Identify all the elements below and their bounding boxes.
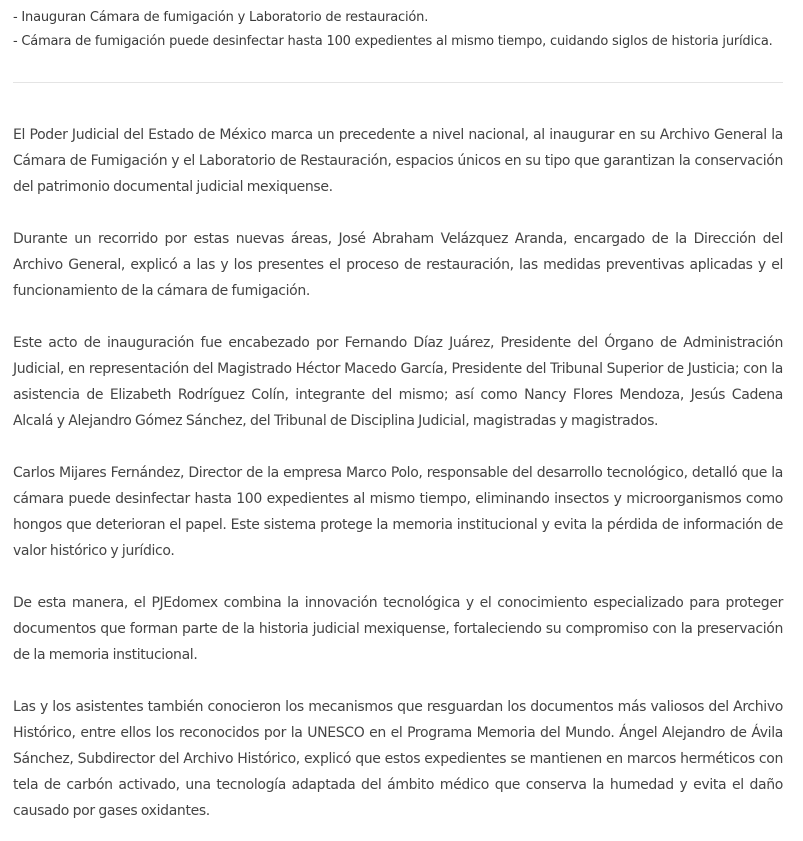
article-paragraph: El Poder Judicial del Estado de México marca un precedente a nivel nacional, al inaugurar en su Archivo General la Cámara de Fumigación y el Laboratorio de Restauración, espacios únicos en su tipo que garantizan la conservación del patrimonio documental judicial mexiquense.	[13, 127, 783, 195]
article-paragraph: Durante un recorrido por estas nuevas áreas, José Abraham Velázquez Aranda, encargado de la Dirección del Archivo General, explicó a las y los presentes el proceso de restauración, las medidas preventivas aplicadas y el funcionamiento de la cámara de fumigación.	[13, 231, 783, 299]
highlight-item: - Inauguran Cámara de fumigación y Laboratorio de restauración.	[13, 10, 429, 25]
article-paragraph: Las y los asistentes también conocieron los mecanismos que resguardan los documentos más valiosos del Archivo Histórico, entre ellos los reconocidos por la UNESCO en el Programa Memoria del Mundo. Ángel Alejandro de Ávila Sánchez, Subdirector del Archivo Histórico, explicó que estos expedientes se mantienen en marcos herméticos con tela de carbón activado, una tecnología adaptada del ámbito médico que conserva la humedad y evita el daño causado por gases oxidantes.	[13, 699, 783, 819]
article-paragraph: Este acto de inauguración fue encabezado por Fernando Díaz Juárez, Presidente del Órgano de Administración Judicial, en representación del Magistrado Héctor Macedo García, Presidente del Tribunal Superior de Justicia; con la asistencia de Elizabeth Rodríguez Colín, integrante del mismo; así como Nancy Flores Mendoza, Jesús Cadena Alcalá y Alejandro Gómez Sánchez, del Tribunal de Disciplina Judicial, magistradas y magistrados.	[13, 335, 783, 429]
article-body	[13, 83, 783, 824]
article-highlights	[13, 0, 783, 54]
article-paragraph: De esta manera, el PJEdomex combina la innovación tecnológica y el conocimiento especializado para proteger documentos que forman parte de la historia judicial mexiquense, fortaleciendo su compromiso con la preservación de la memoria institucional.	[13, 595, 783, 663]
highlight-item: - Cámara de fumigación puede desinfectar hasta 100 expedientes al mismo tiempo, cuidando siglos de historia jurídica.	[13, 34, 773, 49]
article-paragraph: Carlos Mijares Fernández, Director de la empresa Marco Polo, responsable del desarrollo tecnológico, detalló que la cámara puede desinfectar hasta 100 expedientes al mismo tiempo, eliminando insectos y microorganismos como hongos que deterioran el papel. Este sistema protege la memoria institucional y evita la pérdida de información de valor histórico y jurídico.	[13, 465, 783, 559]
